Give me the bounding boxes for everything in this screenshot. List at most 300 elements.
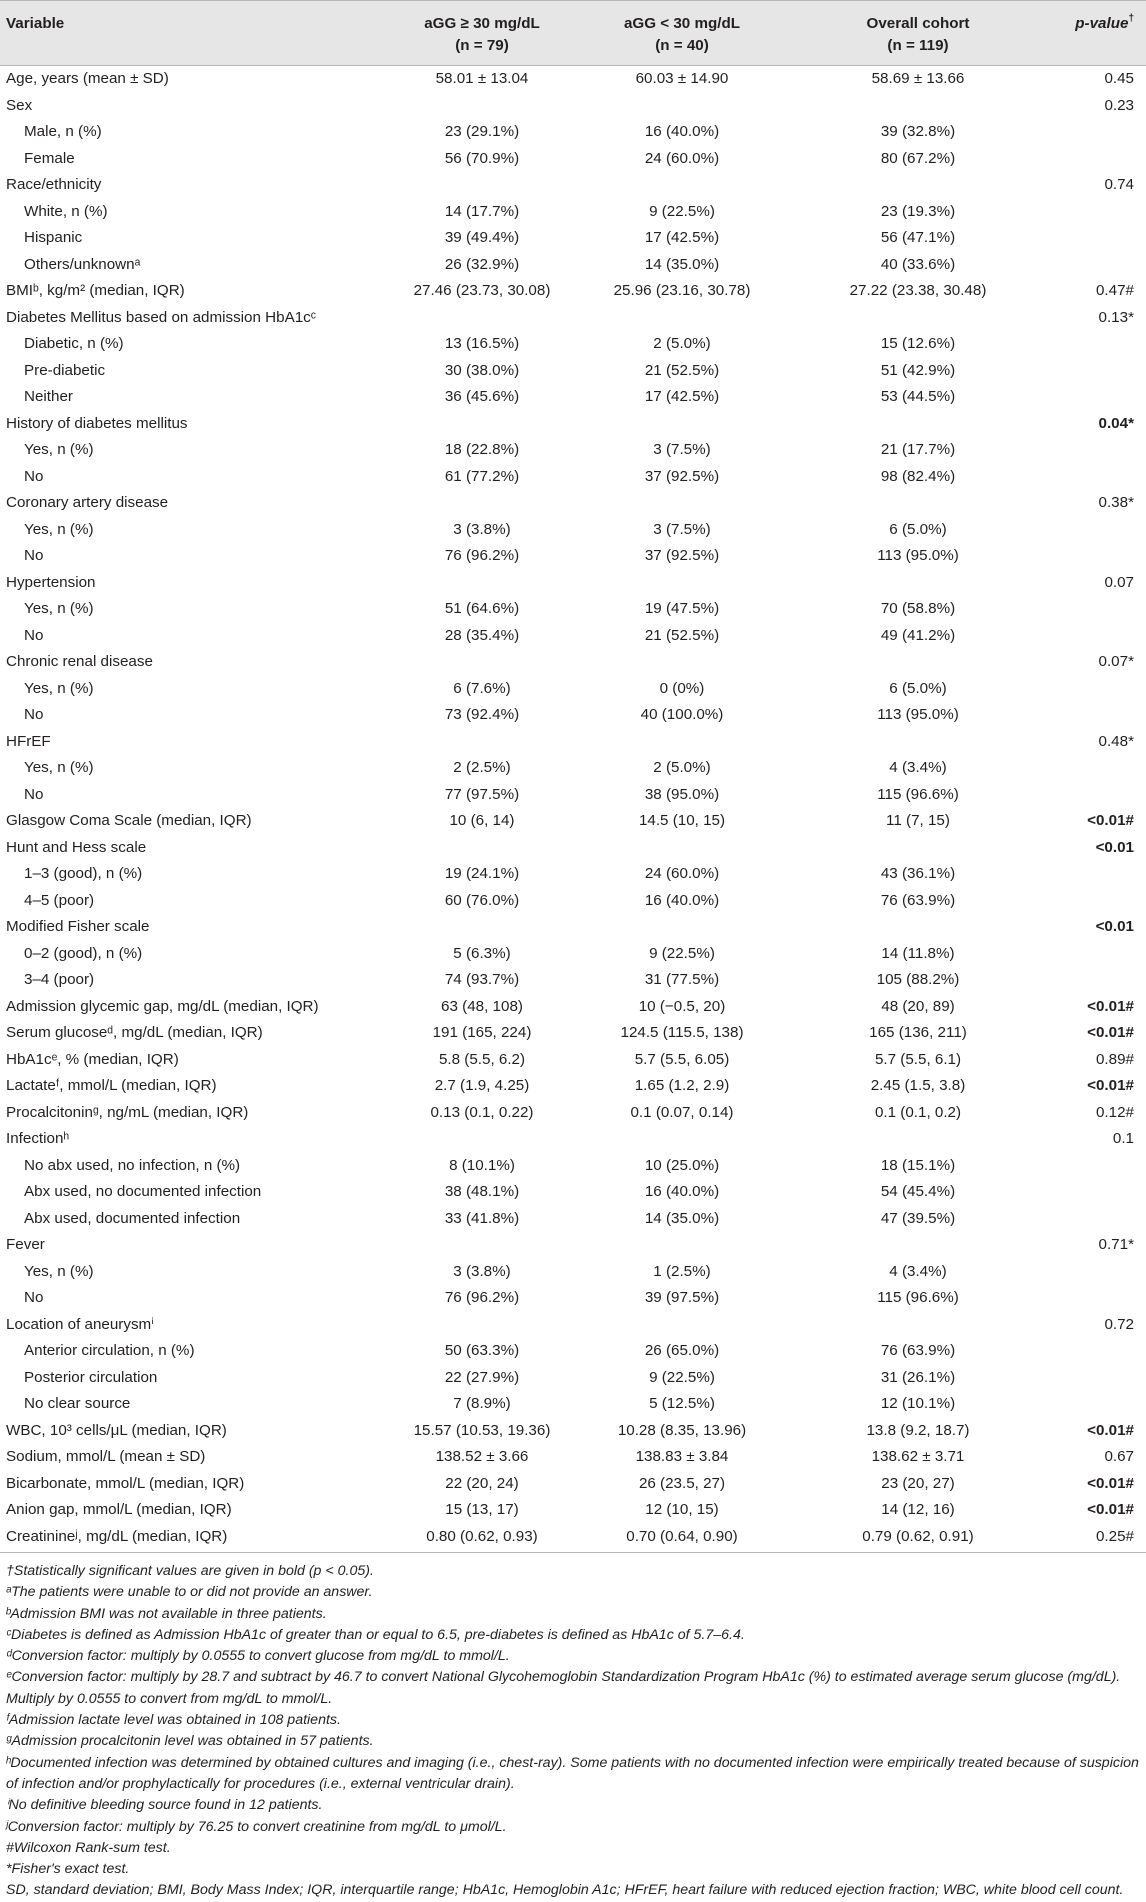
cell-overall: 39 (32.8%) bbox=[880, 123, 956, 140]
cell-agg-high: 15 (13, 17) bbox=[445, 1501, 519, 1518]
cell-agg-high: 6 (7.6%) bbox=[453, 679, 511, 697]
cell-agg-low: 5.7 (5.5, 6.05) bbox=[634, 1050, 730, 1068]
table-row bbox=[0, 1206, 1146, 1233]
cell-agg-high: 60 (76.0%) bbox=[444, 891, 520, 909]
table-row bbox=[0, 994, 1146, 1021]
cell-overall: 113 (95.0%) bbox=[877, 547, 959, 564]
cell-overall: 4 (3.4%) bbox=[889, 759, 947, 776]
cell-overall: 6 (5.0%) bbox=[889, 679, 947, 697]
table-row bbox=[0, 1365, 1146, 1392]
cell-agg-high: 0.13 (0.1, 0.22) bbox=[430, 1103, 534, 1121]
table-row bbox=[0, 914, 1146, 941]
cell-overall: 13.8 (9.2, 18.7) bbox=[866, 1421, 970, 1439]
cell-agg-high: 27.46 (23.73, 30.08) bbox=[413, 282, 551, 299]
cell-p-value: <0.01# bbox=[1087, 1474, 1134, 1492]
cell-p-value bbox=[1044, 331, 1146, 358]
cell-agg-low bbox=[572, 835, 792, 862]
cell-agg-high bbox=[392, 914, 572, 941]
cell-overall bbox=[792, 1312, 1044, 1339]
cell-agg-low: 17 (42.5%) bbox=[644, 229, 720, 246]
header-variable: Variable bbox=[0, 1, 392, 66]
cell-agg-high: 7 (8.9%) bbox=[453, 1395, 511, 1412]
table-row bbox=[0, 676, 1146, 703]
cell-p-value: <0.01# bbox=[1087, 1501, 1134, 1518]
cell-overall: 165 (136, 211) bbox=[869, 1024, 967, 1041]
cell-agg-low: 3 (7.5%) bbox=[653, 520, 711, 538]
cell-overall bbox=[792, 570, 1044, 597]
cell-agg-low: 138.83 ± 3.84 bbox=[635, 1448, 729, 1465]
cell-overall: 43 (36.1%) bbox=[880, 865, 956, 882]
cell-agg-high: 76 (96.2%) bbox=[444, 547, 520, 564]
cell-p-value bbox=[1044, 517, 1146, 544]
cell-agg-low bbox=[572, 1312, 792, 1339]
cell-overall bbox=[792, 729, 1044, 756]
cell-agg-high: 50 (63.3%) bbox=[444, 1342, 520, 1359]
cell-p-value bbox=[1044, 543, 1146, 570]
row-label: No abx used, no infection, n (%) bbox=[24, 1156, 241, 1174]
table-row bbox=[0, 967, 1146, 994]
row-label: 1–3 (good), n (%) bbox=[24, 865, 143, 882]
cell-agg-low: 10.28 (8.35, 13.96) bbox=[617, 1421, 747, 1439]
cell-overall: 11 (7, 15) bbox=[886, 812, 950, 829]
cell-p-value bbox=[1044, 888, 1146, 915]
cell-agg-low: 21 (52.5%) bbox=[644, 626, 720, 644]
row-label: Yes, n (%) bbox=[24, 1262, 94, 1280]
cell-p-value bbox=[1044, 384, 1146, 411]
cell-agg-low: 16 (40.0%) bbox=[644, 1183, 720, 1200]
cell-overall: 27.22 (23.38, 30.48) bbox=[849, 282, 987, 299]
row-label: HFrEF bbox=[6, 732, 51, 750]
cell-agg-low bbox=[572, 172, 792, 199]
cell-agg-low: 2 (5.0%) bbox=[653, 335, 711, 352]
row-label: HbA1cᵉ, % (median, IQR) bbox=[6, 1050, 179, 1068]
cell-p-value: <0.01# bbox=[1087, 812, 1134, 829]
cell-agg-high: 18 (22.8%) bbox=[444, 441, 520, 458]
row-label: Race/ethnicity bbox=[6, 176, 102, 193]
row-label: Yes, n (%) bbox=[24, 759, 94, 776]
row-label: 0–2 (good), n (%) bbox=[24, 944, 143, 962]
footnote: ʰDocumented infection was determined by obtained cultures and imaging (i.e., chest-ray). Some patients with no documented infection were empirically treated because of suspicion of infection and/or prophylactically for procedures (i.e., external ventricular drain). bbox=[6, 1754, 1139, 1792]
table-row bbox=[0, 146, 1146, 173]
cell-agg-low: 19 (47.5%) bbox=[644, 600, 720, 617]
cell-agg-high bbox=[392, 570, 572, 597]
cell-agg-high: 2 (2.5%) bbox=[453, 759, 511, 776]
cell-agg-high: 51 (64.6%) bbox=[444, 600, 520, 617]
cell-overall: 138.62 ± 3.71 bbox=[871, 1448, 965, 1465]
cell-p-value: 0.12# bbox=[1095, 1103, 1134, 1121]
cell-agg-high: 73 (92.4%) bbox=[444, 706, 520, 723]
table-body bbox=[0, 66, 1146, 1551]
cell-overall: 14 (11.8%) bbox=[881, 944, 955, 962]
cell-agg-high bbox=[392, 729, 572, 756]
footnote: ᶠAdmission lactate level was obtained in 108 patients. bbox=[6, 1712, 341, 1729]
row-label: Infectionʰ bbox=[6, 1130, 70, 1147]
cell-overall: 15 (12.6%) bbox=[880, 335, 956, 352]
cell-agg-low: 17 (42.5%) bbox=[644, 388, 720, 405]
cell-overall: 115 (96.6%) bbox=[877, 785, 959, 803]
table-row bbox=[0, 305, 1146, 332]
row-label: Fever bbox=[6, 1236, 45, 1253]
table-row bbox=[0, 1126, 1146, 1153]
table-row bbox=[0, 1259, 1146, 1286]
row-label: Admission glycemic gap, mg/dL (median, IQR) bbox=[6, 997, 319, 1015]
cell-p-value bbox=[1044, 941, 1146, 968]
cell-overall: 105 (88.2%) bbox=[876, 971, 960, 988]
cell-agg-high bbox=[392, 1232, 572, 1259]
cell-agg-high: 8 (10.1%) bbox=[449, 1156, 515, 1174]
cell-p-value bbox=[1044, 1206, 1146, 1233]
row-label: Sodium, mmol/L (mean ± SD) bbox=[6, 1448, 206, 1465]
table-row bbox=[0, 119, 1146, 146]
cell-overall bbox=[792, 835, 1044, 862]
table-row bbox=[0, 808, 1146, 835]
row-label: Diabetic, n (%) bbox=[24, 335, 124, 352]
cell-overall: 76 (63.9%) bbox=[880, 891, 956, 909]
cell-agg-high: 74 (93.7%) bbox=[444, 971, 520, 988]
table-row bbox=[0, 1047, 1146, 1074]
row-label: Hunt and Hess scale bbox=[6, 838, 147, 856]
footnote: SD, standard deviation; BMI, Body Mass Index; IQR, interquartile range; HbA1c, Hemoglobin A1c; HFrEF, heart failure with reduced ejection fraction; WBC, white blood cell count. bbox=[6, 1882, 1124, 1899]
cell-p-value bbox=[1044, 702, 1146, 729]
cell-agg-low: 9 (22.5%) bbox=[649, 202, 715, 220]
table-header bbox=[0, 1, 1146, 66]
cell-agg-low: 37 (92.5%) bbox=[644, 467, 720, 485]
cell-agg-low bbox=[572, 490, 792, 517]
cell-overall: 4 (3.4%) bbox=[889, 1262, 947, 1280]
cell-agg-low: 1.65 (1.2, 2.9) bbox=[634, 1077, 730, 1094]
table-row bbox=[0, 888, 1146, 915]
table-row bbox=[0, 543, 1146, 570]
row-label: No bbox=[24, 467, 44, 485]
cell-agg-low: 14 (35.0%) bbox=[644, 1209, 720, 1227]
cell-overall bbox=[792, 172, 1044, 199]
cell-agg-high: 77 (97.5%) bbox=[444, 785, 520, 803]
row-label: History of diabetes mellitus bbox=[6, 414, 188, 432]
cell-agg-low bbox=[572, 305, 792, 332]
cell-agg-low: 14.5 (10, 15) bbox=[638, 812, 726, 829]
table-row bbox=[0, 861, 1146, 888]
cell-agg-high: 3 (3.8%) bbox=[453, 1262, 511, 1280]
cell-agg-high: 56 (70.9%) bbox=[444, 149, 520, 167]
table-row bbox=[0, 490, 1146, 517]
cell-agg-high bbox=[392, 835, 572, 862]
cell-agg-low: 10 (−0.5, 20) bbox=[638, 997, 726, 1015]
row-label: Glasgow Coma Scale (median, IQR) bbox=[6, 812, 252, 829]
row-label: Coronary artery disease bbox=[6, 494, 169, 511]
header-overall-label: Overall cohort bbox=[866, 15, 970, 32]
cell-overall: 2.45 (1.5, 3.8) bbox=[870, 1077, 966, 1094]
row-label: Sex bbox=[6, 96, 33, 114]
cell-agg-low: 0.70 (0.64, 0.90) bbox=[626, 1527, 738, 1545]
cell-agg-high: 22 (20, 24) bbox=[445, 1474, 519, 1492]
cell-agg-high bbox=[392, 93, 572, 120]
cell-overall: 54 (45.4%) bbox=[880, 1183, 956, 1200]
cell-overall: 40 (33.6%) bbox=[880, 255, 956, 273]
cell-agg-high: 14 (17.7%) bbox=[444, 202, 520, 220]
row-label: White, n (%) bbox=[24, 202, 108, 220]
cell-p-value bbox=[1044, 464, 1146, 491]
cell-agg-low: 9 (22.5%) bbox=[649, 1368, 715, 1386]
table-row bbox=[0, 1232, 1146, 1259]
table-row bbox=[0, 384, 1146, 411]
cell-overall bbox=[792, 490, 1044, 517]
row-label: Chronic renal disease bbox=[6, 653, 153, 670]
row-label: Yes, n (%) bbox=[24, 600, 94, 617]
row-label: Others/unknownᵃ bbox=[24, 255, 141, 273]
table-row bbox=[0, 1020, 1146, 1047]
header-agg-low-label: aGG < 30 mg/dL bbox=[623, 15, 741, 32]
cell-p-value: <0.01 bbox=[1095, 838, 1134, 856]
cell-overall: 0.79 (0.62, 0.91) bbox=[862, 1527, 974, 1545]
row-label: No bbox=[24, 1289, 44, 1306]
table-row bbox=[0, 1497, 1146, 1524]
cell-overall bbox=[792, 1232, 1044, 1259]
cell-p-value bbox=[1044, 755, 1146, 782]
cell-agg-low: 39 (97.5%) bbox=[644, 1289, 720, 1306]
cell-agg-high: 39 (49.4%) bbox=[444, 229, 520, 246]
cell-agg-high bbox=[392, 305, 572, 332]
cell-p-value: 0.74 bbox=[1104, 176, 1134, 193]
row-label: Age, years (mean ± SD) bbox=[6, 70, 169, 87]
cell-p-value bbox=[1044, 358, 1146, 385]
cell-agg-high: 15.57 (10.53, 19.36) bbox=[413, 1421, 551, 1439]
cell-agg-low bbox=[572, 570, 792, 597]
cell-agg-low: 124.5 (115.5, 138) bbox=[620, 1024, 744, 1041]
cell-agg-high: 19 (24.1%) bbox=[444, 865, 520, 882]
cell-agg-low bbox=[572, 1126, 792, 1153]
cell-overall: 51 (42.9%) bbox=[880, 361, 956, 379]
cell-overall: 21 (17.7%) bbox=[880, 441, 956, 458]
header-p-value bbox=[1044, 1, 1146, 66]
cell-agg-low: 1 (2.5%) bbox=[653, 1262, 711, 1280]
cell-overall: 23 (19.3%) bbox=[880, 202, 956, 220]
cell-p-value: <0.01 bbox=[1095, 918, 1134, 935]
cell-p-value: 0.71* bbox=[1098, 1236, 1134, 1253]
header-agg-low bbox=[572, 1, 792, 66]
cell-p-value: 0.25# bbox=[1095, 1527, 1134, 1545]
cell-overall bbox=[792, 1126, 1044, 1153]
cell-overall: 6 (5.0%) bbox=[889, 520, 947, 538]
cell-agg-low: 31 (77.5%) bbox=[644, 971, 720, 988]
cell-p-value bbox=[1044, 199, 1146, 226]
table-row bbox=[0, 1418, 1146, 1445]
table-row bbox=[0, 702, 1146, 729]
cell-agg-low bbox=[572, 729, 792, 756]
cell-overall: 49 (41.2%) bbox=[880, 626, 956, 644]
row-label: Yes, n (%) bbox=[24, 520, 94, 538]
cell-overall: 23 (20, 27) bbox=[881, 1474, 955, 1492]
table-footnotes bbox=[0, 1552, 1146, 1902]
cell-agg-high: 23 (29.1%) bbox=[444, 123, 520, 140]
cell-overall: 0.1 (0.1, 0.2) bbox=[874, 1103, 962, 1121]
cell-p-value: 0.48* bbox=[1098, 732, 1134, 750]
table-row bbox=[0, 278, 1146, 305]
cell-agg-low bbox=[572, 914, 792, 941]
table-row bbox=[0, 1524, 1146, 1551]
footnote: ᶜDiabetes is defined as Admission HbA1c of greater than or equal to 6.5, pre-diabetes is defined as HbA1c of 5.7–6.4. bbox=[6, 1626, 745, 1643]
cell-p-value: <0.01# bbox=[1087, 1024, 1134, 1041]
cell-agg-high: 30 (38.0%) bbox=[444, 361, 520, 379]
footnote: ⁱNo definitive bleeding source found in 12 patients. bbox=[6, 1797, 323, 1814]
row-label: No bbox=[24, 626, 44, 644]
cell-agg-high: 191 (165, 224) bbox=[432, 1024, 532, 1041]
table-row bbox=[0, 517, 1146, 544]
cell-p-value bbox=[1044, 1259, 1146, 1286]
table-row bbox=[0, 835, 1146, 862]
table-row bbox=[0, 1073, 1146, 1100]
header-p-value-sup: † bbox=[1128, 12, 1134, 24]
cell-agg-high: 33 (41.8%) bbox=[444, 1209, 520, 1227]
row-label: Abx used, no documented infection bbox=[24, 1183, 262, 1200]
cell-p-value: 0.38* bbox=[1098, 494, 1134, 511]
cell-agg-low: 24 (60.0%) bbox=[644, 149, 720, 167]
footnote: ʲConversion factor: multiply by 76.25 to convert creatinine from mg/dL to μmol/L. bbox=[6, 1818, 507, 1835]
row-label: 3–4 (poor) bbox=[24, 971, 95, 988]
cell-p-value: <0.01# bbox=[1087, 1077, 1134, 1094]
cell-overall: 58.69 ± 13.66 bbox=[871, 70, 965, 87]
table-row bbox=[0, 1391, 1146, 1418]
cell-agg-low: 40 (100.0%) bbox=[640, 706, 724, 723]
cell-agg-low: 16 (40.0%) bbox=[644, 891, 720, 909]
cell-agg-low: 26 (65.0%) bbox=[644, 1342, 720, 1359]
table-row bbox=[0, 1444, 1146, 1471]
table-row bbox=[0, 411, 1146, 438]
cell-agg-high: 76 (96.2%) bbox=[444, 1289, 520, 1306]
cell-agg-high: 2.7 (1.9, 4.25) bbox=[434, 1077, 530, 1094]
table-row bbox=[0, 437, 1146, 464]
cell-agg-high bbox=[392, 172, 572, 199]
cell-p-value bbox=[1044, 437, 1146, 464]
cell-agg-low: 9 (22.5%) bbox=[649, 944, 715, 962]
cell-p-value bbox=[1044, 623, 1146, 650]
cell-agg-low: 24 (60.0%) bbox=[644, 865, 720, 882]
row-label: WBC, 10³ cells/μL (median, IQR) bbox=[6, 1421, 227, 1439]
header-agg-high-n: (n = 79) bbox=[455, 37, 509, 54]
cell-agg-low: 60.03 ± 14.90 bbox=[635, 70, 729, 87]
row-label: No bbox=[24, 706, 44, 723]
cell-p-value: 0.72 bbox=[1104, 1315, 1134, 1333]
table-row bbox=[0, 252, 1146, 279]
cell-agg-low: 25.96 (23.16, 30.78) bbox=[613, 282, 751, 299]
cell-agg-low bbox=[572, 93, 792, 120]
cell-p-value: 0.07 bbox=[1104, 573, 1134, 591]
row-label: Modified Fisher scale bbox=[6, 918, 150, 935]
table-row bbox=[0, 66, 1146, 93]
cell-overall bbox=[792, 914, 1044, 941]
cell-agg-high: 5.8 (5.5, 6.2) bbox=[438, 1050, 526, 1068]
cell-agg-high: 61 (77.2%) bbox=[444, 467, 520, 485]
cell-p-value: 0.89# bbox=[1095, 1050, 1134, 1068]
footnote: †Statistically significant values are given in bold (p < 0.05). bbox=[6, 1563, 374, 1579]
cell-p-value: 0.13* bbox=[1098, 308, 1134, 326]
cell-agg-high: 10 (6, 14) bbox=[449, 812, 515, 829]
cell-agg-high: 3 (3.8%) bbox=[453, 520, 511, 538]
header-agg-high bbox=[392, 1, 572, 66]
cell-overall bbox=[792, 411, 1044, 438]
cell-p-value: <0.01# bbox=[1087, 1421, 1134, 1439]
cell-overall bbox=[792, 93, 1044, 120]
row-label: No bbox=[24, 785, 44, 803]
table-row bbox=[0, 1285, 1146, 1312]
cell-p-value bbox=[1044, 1285, 1146, 1312]
cell-overall: 70 (58.8%) bbox=[880, 600, 956, 617]
table-row bbox=[0, 570, 1146, 597]
cell-agg-high bbox=[392, 490, 572, 517]
cell-p-value bbox=[1044, 1179, 1146, 1206]
footnote: ᵇAdmission BMI was not available in three patients. bbox=[6, 1605, 327, 1622]
cell-p-value bbox=[1044, 225, 1146, 252]
cell-agg-high: 28 (35.4%) bbox=[444, 626, 520, 644]
cell-p-value bbox=[1044, 782, 1146, 809]
cell-p-value: 0.1 bbox=[1112, 1130, 1134, 1147]
table-row bbox=[0, 1179, 1146, 1206]
table-row bbox=[0, 596, 1146, 623]
cell-p-value: 0.67 bbox=[1104, 1448, 1134, 1465]
row-label: Anterior circulation, n (%) bbox=[24, 1342, 195, 1359]
table-row bbox=[0, 172, 1146, 199]
cell-agg-low: 2 (5.0%) bbox=[653, 759, 711, 776]
cell-agg-low: 26 (23.5, 27) bbox=[638, 1474, 726, 1492]
cell-overall: 98 (82.4%) bbox=[880, 467, 956, 485]
row-label: No bbox=[24, 547, 44, 564]
cell-p-value: 0.23 bbox=[1104, 96, 1134, 114]
footnote: #Wilcoxon Rank-sum test. bbox=[6, 1839, 171, 1856]
cell-p-value bbox=[1044, 1391, 1146, 1418]
table-row bbox=[0, 331, 1146, 358]
cell-agg-high: 58.01 ± 13.04 bbox=[435, 70, 529, 87]
table-row bbox=[0, 782, 1146, 809]
cell-agg-high: 0.80 (0.62, 0.93) bbox=[426, 1527, 538, 1545]
cell-p-value: <0.01# bbox=[1087, 997, 1134, 1015]
row-label: Yes, n (%) bbox=[24, 679, 94, 697]
cell-p-value bbox=[1044, 1153, 1146, 1180]
cell-agg-low: 3 (7.5%) bbox=[653, 441, 711, 458]
cell-agg-high bbox=[392, 1312, 572, 1339]
footnote: ᵉConversion factor: multiply by 28.7 and subtract by 46.7 to convert National Glycohemoglobin Standardization Program HbA1c (%) to estimated average serum glucose (mg/dL). Multiply by 0.0555 to convert from mg/dL to mmol/L. bbox=[6, 1669, 1121, 1707]
table-row bbox=[0, 358, 1146, 385]
cell-agg-low: 37 (92.5%) bbox=[644, 547, 720, 564]
row-label: Location of aneurysmⁱ bbox=[6, 1315, 154, 1333]
header-agg-high-label: aGG ≥ 30 mg/dL bbox=[424, 15, 540, 32]
footnote: *Fisher's exact test. bbox=[6, 1861, 130, 1878]
table-row bbox=[0, 941, 1146, 968]
table-row bbox=[0, 649, 1146, 676]
cell-overall: 48 (20, 89) bbox=[881, 997, 955, 1015]
cell-p-value: 0.45 bbox=[1104, 70, 1134, 87]
header-overall bbox=[792, 1, 1044, 66]
cell-overall: 12 (10.1%) bbox=[880, 1395, 956, 1412]
row-label: Bicarbonate, mmol/L (median, IQR) bbox=[6, 1474, 245, 1492]
header-p-value-label: p-value bbox=[1075, 15, 1129, 32]
cell-agg-low: 0 (0%) bbox=[659, 679, 705, 697]
header-row bbox=[0, 1, 1146, 66]
row-label: Anion gap, mmol/L (median, IQR) bbox=[6, 1501, 232, 1518]
row-label: Male, n (%) bbox=[24, 123, 102, 140]
cell-agg-low: 16 (40.0%) bbox=[644, 123, 720, 140]
row-label: Diabetes Mellitus based on admission HbA1cᶜ bbox=[6, 308, 317, 326]
cell-agg-low: 0.1 (0.07, 0.14) bbox=[630, 1103, 734, 1121]
row-label: Neither bbox=[24, 388, 73, 405]
footnote: ᵍAdmission procalcitonin level was obtained in 57 patients. bbox=[6, 1733, 374, 1750]
cell-overall: 115 (96.6%) bbox=[877, 1289, 959, 1306]
row-label: Female bbox=[24, 149, 75, 167]
header-overall-n: (n = 119) bbox=[887, 37, 949, 54]
cell-overall: 53 (44.5%) bbox=[880, 388, 956, 405]
row-label: Abx used, documented infection bbox=[24, 1209, 241, 1227]
cell-overall: 80 (67.2%) bbox=[880, 149, 956, 167]
cell-agg-high: 13 (16.5%) bbox=[444, 335, 520, 352]
row-label: Hispanic bbox=[24, 229, 83, 246]
